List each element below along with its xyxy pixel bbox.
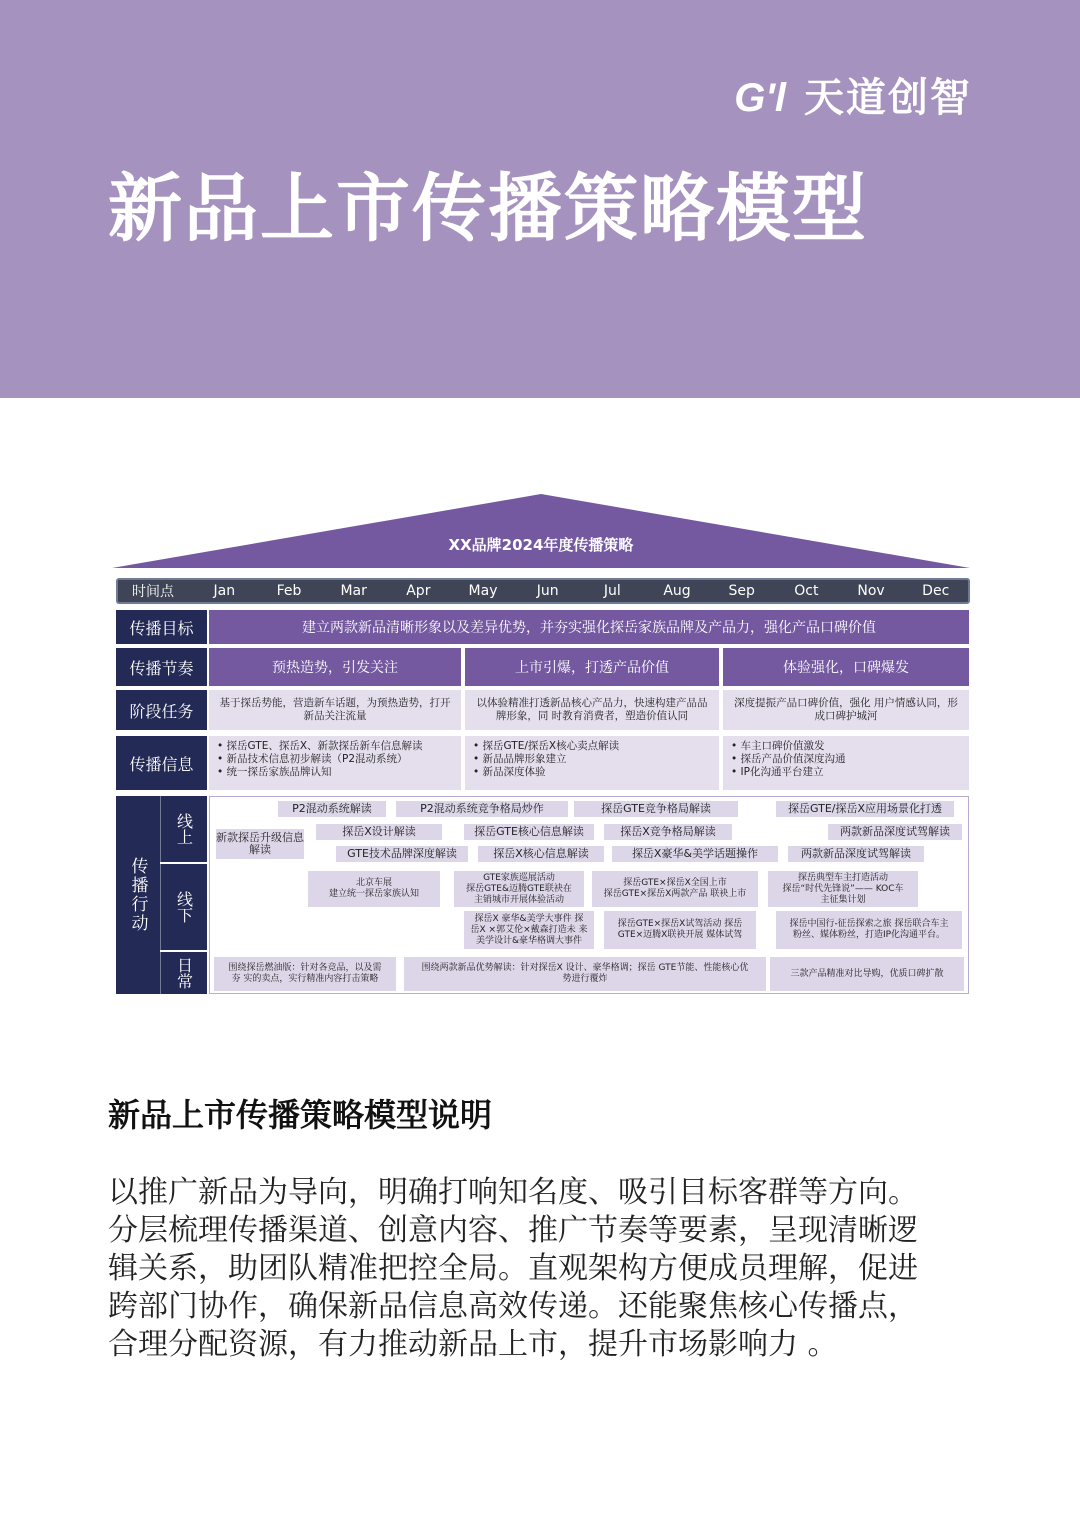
task-phase-1: 基于探岳势能，营造新车话题，为预热造势，打开新品关注流量 — [209, 690, 461, 730]
month-may: May — [468, 583, 498, 599]
month-jan: Jan — [213, 583, 236, 599]
online-tag: 新款探岳升级信息解读 — [216, 829, 304, 859]
roof-title: XX品牌2024年度传播策略 — [448, 536, 634, 554]
offline-tag: 北京车展 建立统一探岳家族认知 — [308, 871, 440, 907]
explanation-line: 以推广新品为导向，明确打响知名度、吸引目标客群等方向。 — [108, 1175, 918, 1210]
info-item: • 新品深度体验 — [473, 766, 711, 779]
brand-logo — [734, 66, 972, 123]
info-item: • IP化沟通平台建立 — [731, 766, 961, 779]
daily-tag: 三款产品精准对比导购，优质口碑扩散 — [770, 957, 964, 991]
row-label-info: 传播信息 — [116, 736, 207, 790]
goal-text: 建立两款新品清晰形象以及差异优势，并夯实强化探岳家族品牌及产品力，强化产品口碑价值 — [209, 610, 969, 644]
explanation-title: 新品上市传播策略模型说明 — [108, 1096, 493, 1134]
explanation-line: 辑关系，助团队精准把控全局。直观架构方便成员理解，促进 — [108, 1251, 918, 1286]
month-dec: Dec — [922, 583, 950, 599]
rhythm-phase-3: 体验强化，口碑爆发 — [723, 648, 969, 686]
info-phase-1 — [209, 736, 461, 790]
online-tag: GTE技术品牌深度解读 — [336, 846, 468, 862]
strategy-diagram — [112, 494, 970, 996]
row-label-goal: 传播目标 — [116, 610, 207, 644]
offline-tag: 探岳GTE×探岳X试驾活动 探岳 GTE×迈腾X联袂开展 媒体试驾 — [604, 911, 756, 949]
online-tag: P2混动系统竞争格局炒作 — [396, 801, 568, 817]
online-tag: 探岳X豪华&美学话题操作 — [612, 846, 778, 862]
online-tag: 两款新品深度试驾解读 — [788, 846, 924, 862]
row-label-rhythm: 传播节奏 — [116, 648, 207, 686]
month-jul: Jul — [603, 583, 621, 599]
roof-shape — [112, 494, 970, 570]
rhythm-phase-2: 上市引爆，打透产品价值 — [465, 648, 719, 686]
header-band — [0, 0, 1080, 398]
page-title: 新品上市传播策略模型 — [108, 166, 868, 252]
offline-tag: GTE家族巡展活动 探岳GTE&迈腾GTE联袂在 主销城市开展体验活动 — [454, 871, 584, 907]
info-item: • 探岳GTE/探岳X核心卖点解读 — [473, 740, 711, 753]
month-feb: Feb — [276, 583, 302, 599]
sub-label-offline: 线下 — [160, 864, 207, 950]
task-phase-2: 以体验精准打透新品核心产品力，快速构建产品品牌形象，同 时教育消费者，塑造价值认同 — [465, 690, 719, 730]
task-phase-3: 深度提振产品口碑价值，强化 用户情感认同，形成口碑护城河 — [723, 690, 969, 730]
roof-triangle — [112, 494, 970, 568]
info-item: • 新品品牌形象建立 — [473, 753, 711, 766]
online-tag: 探岳X竞争格局解读 — [604, 824, 732, 840]
month-nov: Nov — [857, 583, 885, 599]
sub-label-daily: 日常 — [160, 952, 207, 994]
timeline-bar — [116, 578, 970, 604]
explanation-line: 跨部门协作，确保新品信息高效传递。还能聚焦核心传播点， — [108, 1289, 918, 1324]
offline-tag: 探岳中国行-征岳探索之旅 探岳联合车主 粉丝、媒体粉丝，打造IP化沟通平台。 — [776, 911, 962, 949]
offline-tag: 探岳典型车主打造活动 探岳“时代先锋说”—— KOC车 主征集计划 — [768, 871, 918, 907]
info-item: • 探岳产品价值深度沟通 — [731, 753, 961, 766]
action-area — [209, 796, 969, 994]
explanation-body — [108, 1174, 968, 1364]
info-item: • 探岳GTE、探岳X、新款探岳新车信息解读 — [217, 740, 453, 753]
month-sep: Sep — [728, 583, 755, 599]
row-label-action: 传播行动 — [116, 796, 160, 994]
info-phase-3 — [723, 736, 969, 790]
online-tag: 探岳X设计解读 — [316, 824, 442, 840]
month-oct: Oct — [794, 583, 819, 599]
month-jun: Jun — [536, 583, 559, 599]
online-tag: 探岳X核心信息解读 — [478, 846, 604, 862]
daily-tag: 围绕两款新品优势解读：针对探岳X 设计、豪华格调；探岳 GTE节能、性能核心优 势进行覆炸 — [404, 957, 766, 991]
online-tag: 探岳GTE竞争格局解读 — [574, 801, 738, 817]
explanation-line: 合理分配资源，有力推动新品上市，提升市场影响力 。 — [108, 1327, 838, 1362]
info-item: • 统一探岳家族品牌认知 — [217, 766, 453, 779]
sub-label-online: 线上 — [160, 796, 207, 862]
month-mar: Mar — [340, 583, 367, 599]
info-item: • 新品技术信息初步解读（P2混动系统） — [217, 753, 453, 766]
online-tag: P2混动系统解读 — [278, 801, 386, 817]
logo-mark: G'l — [734, 76, 786, 120]
offline-tag: 探岳GTE×探岳X全国上市 探岳GTE×探岳X两款产品 联袂上市 — [592, 871, 758, 907]
logo-text: 天道创智 — [804, 76, 972, 120]
explanation-line: 分层梳理传播渠道、创意内容、推广节奏等要素，呈现清晰逻 — [108, 1213, 918, 1248]
info-phase-2 — [465, 736, 719, 790]
online-tag: 探岳GTE/探岳X应用场景化打透 — [776, 801, 954, 817]
info-item: • 车主口碑价值激发 — [731, 740, 961, 753]
offline-tag: 探岳X 豪华&美学大事件 探 岳X ×郭艾伦×戴森打造未 来 美学设计&豪华格调大事件 — [464, 911, 594, 949]
online-tag: 探岳GTE核心信息解读 — [464, 824, 594, 840]
timeline-label: 时间点 — [132, 584, 174, 600]
month-aug: Aug — [663, 583, 691, 599]
row-label-task: 阶段任务 — [116, 690, 207, 730]
rhythm-phase-1: 预热造势，引发关注 — [209, 648, 461, 686]
month-apr: Apr — [406, 583, 431, 599]
daily-tag: 围绕探岳燃油版：针对各竞品，以及需 夯 实的卖点，实行精准内容打击策略 — [214, 957, 396, 991]
online-tag: 两款新品深度试驾解读 — [828, 824, 962, 840]
